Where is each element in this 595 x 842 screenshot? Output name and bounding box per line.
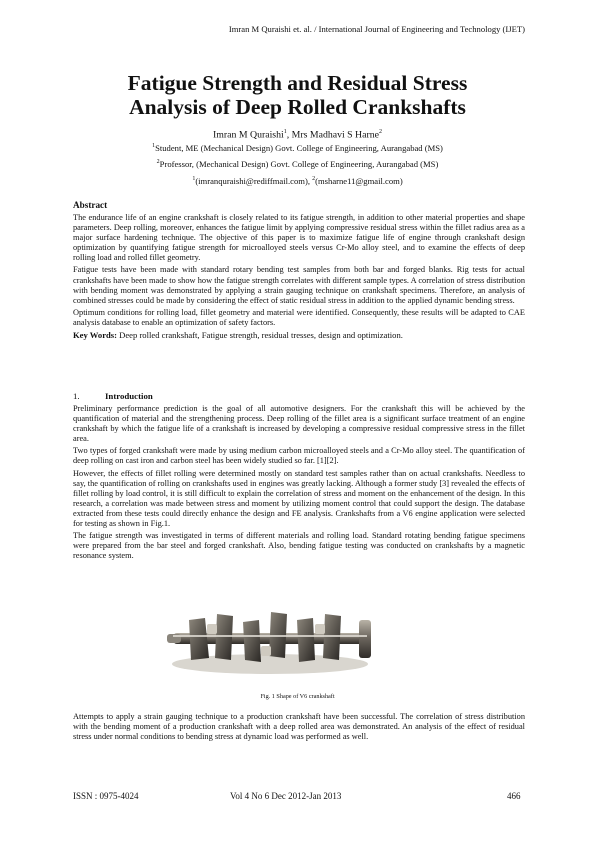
keywords-label: Key Words: bbox=[73, 330, 118, 341]
crankshaft-image bbox=[165, 600, 375, 682]
footer-page-number: 466 bbox=[507, 791, 521, 801]
intro-paragraph-4: The fatigue strength was investigated in terms of different materials and rolling load. Standard rotating bending fatigue specimens were prepared from the bar steel and forged crankshaft. Also, bending fatigue testing was conducted on crankshafts by a magnetic resonance system. bbox=[73, 531, 525, 561]
keywords bbox=[73, 330, 525, 340]
abstract-paragraph-3: Optimum conditions for rolling load, fillet geometry and material were identified. Consequently, these results will be adapted to CAE analysis database to enable an optimization of safety factors. bbox=[73, 307, 525, 327]
email-line bbox=[0, 176, 595, 186]
abstract-paragraph-1: The endurance life of an engine crankshaft is closely related to its fatigue strength, in addition to other material properties and shape parameters. Deep rolling, moreover, enhances the fatigue limit by applying compressive residual stress within the fillet radius area as a major surface hardening technique. The objective of this paper is to maximize fatigue life of engine through crankshaft design optimization by quantifying fatigue strength for microalloyed steels versus Cr-Mo alloy steel, and to examine the effects of deep rolling load and rolled fillet geometry. bbox=[73, 213, 525, 263]
author-1-sup: 1 bbox=[283, 129, 287, 135]
paper-title bbox=[60, 71, 535, 119]
email-1: (imranquraishi@rediffmail.com), bbox=[195, 176, 313, 186]
affiliation-1-text: Student, ME (Mechanical Design) Govt. College of Engineering, Aurangabad (MS) bbox=[155, 143, 443, 153]
running-head: Imran M Quraishi et. al. / International Journal of Engineering and Technology (IJET) bbox=[228, 24, 525, 34]
author-2: , Mrs Madhavi S Harne bbox=[286, 129, 379, 141]
after-figure-body bbox=[73, 712, 525, 744]
section-number: 1. bbox=[73, 391, 80, 401]
keywords-text: Deep rolled crankshaft, Fatigue strength, residual tresses, design and optimization. bbox=[117, 330, 403, 341]
section-title: Introduction bbox=[105, 391, 153, 401]
section-heading-introduction bbox=[73, 391, 153, 401]
author-line bbox=[0, 129, 595, 140]
title-line-2: Analysis of Deep Rolled Crankshafts bbox=[129, 95, 466, 119]
abstract-paragraph-2: Fatigue tests have been made with standard rotary bending test samples from both bar and forged blanks. Rig tests for actual crankshafts have been made to show how the fatigue strength correlates with different sample types. A correlation of stress distribution with bending moment was demonstrated by applying a strain gauging technique on crankshaft specimens. Therefore, an analysis of combined stresses could be made by considering the effect of static residual stress in addition to the applied dynamic bending stress. bbox=[73, 265, 525, 305]
email-2-sup: 2 bbox=[312, 176, 316, 183]
intro-paragraph-2: Two types of forged crankshaft were made by using medium carbon microalloyed steels and a Cr-Mo alloy steel. The quantification of deep rolling on cast iron and carbon steel has been widely studied so far. [1][2]. bbox=[73, 446, 525, 466]
email-1-sup: 1 bbox=[192, 176, 196, 183]
abstract-body bbox=[73, 213, 525, 342]
affiliation-2-sup: 2 bbox=[156, 159, 160, 166]
email-2: (msharne11@gmail.com) bbox=[315, 176, 403, 186]
affiliation-2-text: Professor, (Mechanical Design) Govt. College of Engineering, Aurangabad (MS) bbox=[159, 159, 439, 169]
crankshaft-figure bbox=[165, 600, 375, 682]
intro-paragraph-1: Preliminary performance prediction is the goal of all automotive designers. For the crankshaft this will be achieved by the quantification of material and the strengthening process. Deep rolling of the fillet area is a significant surface treatment of an engine crankshaft by which the fatigue life of a crankshaft is increased by developing a compressive residual compressive stress in the fillet area. bbox=[73, 404, 525, 444]
introduction-body bbox=[73, 404, 525, 563]
intro-paragraph-3: However, the effects of fillet rolling were determined mostly on standard test samples rather than on actual crankshafts. Needless to say, the quantification of rolling on crankshafts used in engines was greatly lacking. Although a former study [3] revealed the effects of fillet rolling by load control, it is still difficult to explain the correlation of stress and moment on the enhancement of the design. In this research, a correlation was made between stress and moment by utilizing moment control that could support the design. The database extracted from these tests could directly enhance the design and FE analysis. Crankshafts from a V6 engine application were selected for testing as shown in Fig.1. bbox=[73, 468, 525, 529]
intro-paragraph-5: Attempts to apply a strain gauging technique to a production crankshaft have been successful. The correlation of stress distribution with the bending moment of a production crankshaft with a deep rolled area was demonstrated. An analysis of the effect of residual stress under normal conditions to bending stress at dynamic load was performed as well. bbox=[73, 712, 525, 742]
author-2-sup: 2 bbox=[379, 129, 382, 135]
author-1: Imran M Quraishi bbox=[213, 129, 284, 141]
footer-issn: ISSN : 0975-4024 bbox=[73, 791, 139, 801]
footer-volume: Vol 4 No 6 Dec 2012-Jan 2013 bbox=[230, 791, 342, 801]
affiliation-1 bbox=[0, 143, 595, 153]
title-line-1: Fatigue Strength and Residual Stress bbox=[127, 71, 468, 95]
affiliation-1-sup: 1 bbox=[152, 143, 156, 150]
affiliation-2 bbox=[0, 159, 595, 169]
figure-caption: Fig. 1 Shape of V6 crankshaft bbox=[260, 693, 335, 700]
abstract-heading: Abstract bbox=[73, 200, 108, 210]
